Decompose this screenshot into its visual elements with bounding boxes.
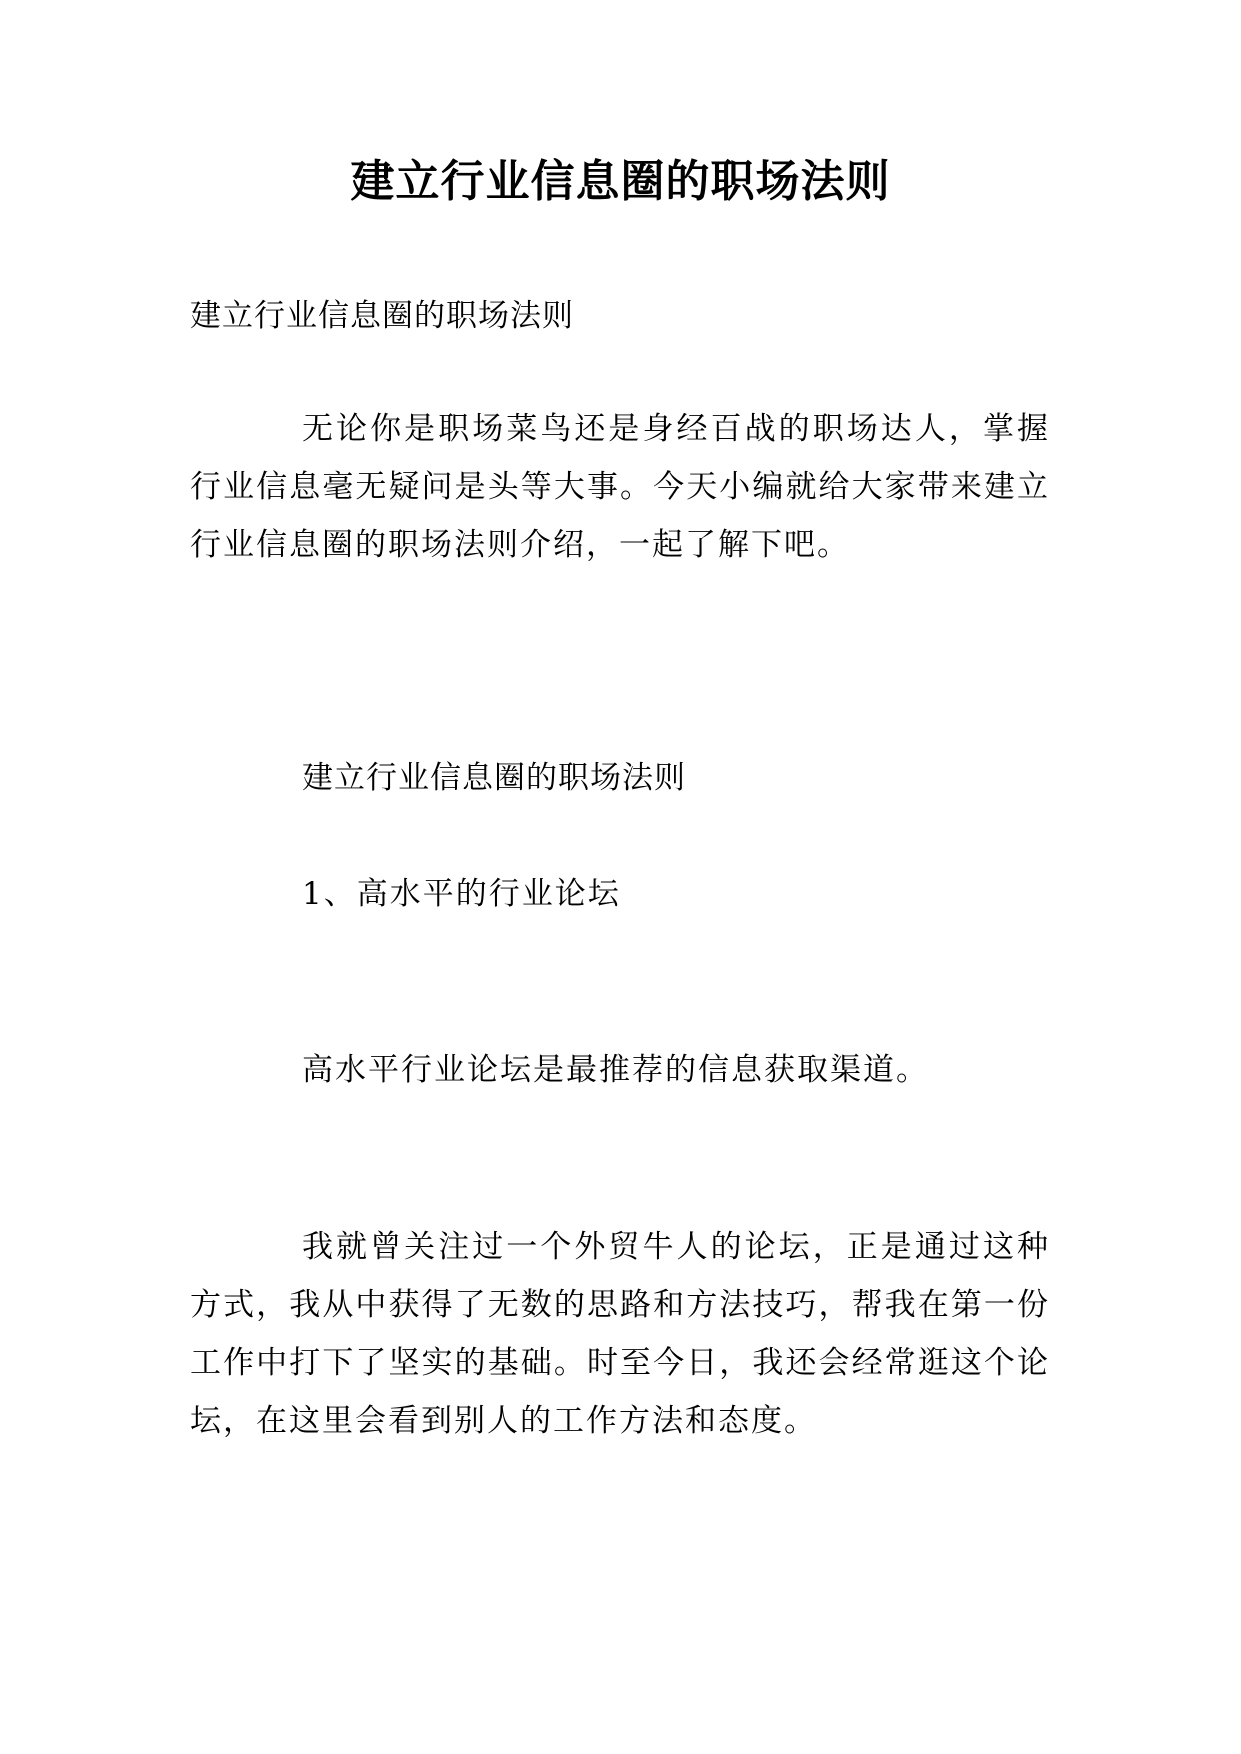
document-subtitle: 建立行业信息圈的职场法则 <box>190 298 574 334</box>
item-heading: 1、高水平的行业论坛 <box>302 876 621 912</box>
item-summary: 高水平行业论坛是最推荐的信息获取渠道。 <box>302 1052 929 1088</box>
intro-paragraph: 无论你是职场菜鸟还是身经百战的职场达人，掌握行业信息毫无疑问是头等大事。今天小编就给大家带来建立行业信息圈的职场法则介绍，一起了解下吧。 <box>190 411 1050 563</box>
section-heading: 建立行业信息圈的职场法则 <box>302 760 686 796</box>
document-title: 建立行业信息圈的职场法则 <box>350 156 891 207</box>
item-body-paragraph: 我就曾关注过一个外贸牛人的论坛，正是通过这种方式，我从中获得了无数的思路和方法技巧，帮我在第一份工作中打下了坚实的基础。时至今日，我还会经常逛这个论坛，在这里会看到别人的工作方法和态度。 <box>190 1229 1050 1439</box>
